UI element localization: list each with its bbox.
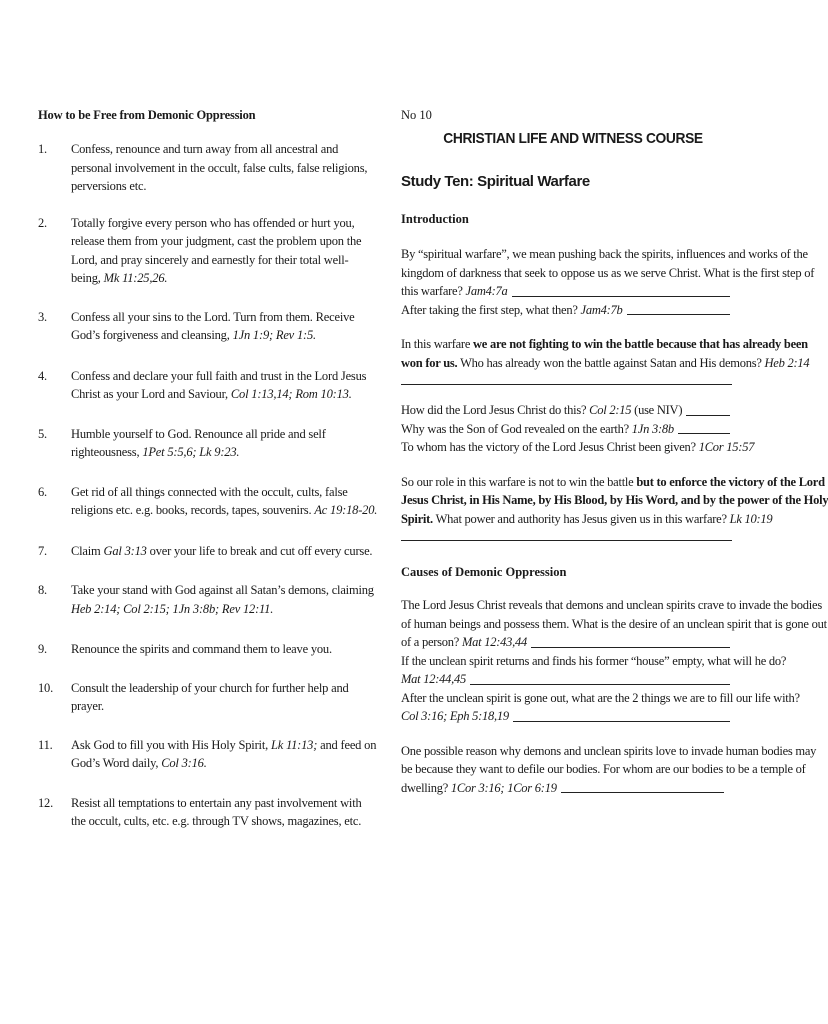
scripture-ref: 1Jn 3:8b <box>631 421 674 436</box>
scripture-ref: 1Pet 5:5,6; Lk 9:23. <box>142 445 240 459</box>
scripture-ref: Mk 11:25,26. <box>103 271 168 285</box>
scripture-ref: Mat 12:43,44 <box>461 635 528 649</box>
list-item: 9. Renounce the spirits and command them to leave you. <box>38 642 332 656</box>
scripture-ref: Lk 10:19 <box>729 511 773 526</box>
battle-paragraph: In this warfare we are not fighting to win the battle because that has already been won for us. Who has already won the battle against Satan and His demons? Heb 2:14 <box>401 335 734 385</box>
answer-blank[interactable] <box>470 670 730 685</box>
intro-paragraph: By “spiritual warfare”, we mean pushing back the spirits, influences and works of the kingdom of darkness that seek to oppose us as we serve Christ. What is the first step of this warfare? Jam4:7a After taking the first step, what then? Jam4:7b <box>401 245 734 319</box>
list-item: 6. Get rid of all things connected with the occult, cults, false religions etc. e.g. books, records, tapes, souvenirs. Ac 19:18-20. <box>38 484 378 517</box>
list-item: 8. Take your stand with God against all Satan’s demons, claiming Heb 2:14; Col 2:15; 1Jn 3:8b; Rev 12:11. <box>38 583 374 616</box>
scripture-ref: Col 3:16; Eph 5:18,19 <box>401 709 509 723</box>
temple-paragraph: One possible reason why demons and unclean spirits love to invade human bodies may be because they want to defile our bodies. For whom are our bodies to be a temple of dwelling? 1Cor 3:16; 1Cor 6:19 <box>401 742 734 798</box>
scripture-ref: 1Cor 15:57 <box>698 440 755 454</box>
list-item: 10. Consult the leadership of your church for further help and prayer. <box>38 680 349 713</box>
introduction-heading: Introduction <box>401 212 469 226</box>
scripture-ref: Col 3:16. <box>161 756 207 770</box>
scripture-ref: Lk 11:13; <box>270 737 318 752</box>
scripture-ref: Col 2:15 <box>589 403 632 417</box>
list-item: 3. Confess all your sins to the Lord. Turn from them. Receive God’s forgiveness and cleansing, 1Jn 1:9; Rev 1:5. <box>38 309 355 342</box>
scripture-ref: Col 1:13,14; Rom 10:13. <box>230 387 352 401</box>
scripture-ref: Jam4:7b <box>580 302 623 317</box>
list-item: 1. Confess, renounce and turn away from all ancestral and personal involvement in the occult, false cults, false religions, perversions etc. <box>38 142 368 193</box>
scripture-ref: 1Cor 3:16; 1Cor 6:19 <box>450 780 557 795</box>
scripture-ref: Gal 3:13 <box>103 543 147 558</box>
answer-blank[interactable] <box>401 372 732 385</box>
study-number: No 10 <box>401 108 432 122</box>
list-item: 2. Totally forgive every person who has offended or hurt you, release them from your judgment, cast the problem upon the Lord, and pray sincerely and earnestly for their total well-being, Mk 11:25,26. <box>38 215 362 285</box>
answer-blank[interactable] <box>686 401 730 416</box>
scripture-ref: Jam4:7a <box>465 284 508 298</box>
answer-blank[interactable] <box>561 779 724 794</box>
scripture-ref: Heb 2:14; Col 2:15; 1Jn 3:8b; Rev 12:11. <box>71 601 274 616</box>
deliverance-heading: How to be Free from Demonic Oppression <box>38 108 256 122</box>
list-item: 7. Claim Gal 3:13 over your life to break and cut off every curse. <box>38 543 373 558</box>
scripture-ref: 1Jn 1:9; Rev 1:5. <box>232 328 316 342</box>
left-column <box>38 108 378 831</box>
answer-blank[interactable] <box>678 420 730 435</box>
list-item: 4. Confess and declare your full faith and trust in the Lord Jesus Christ as your Lord and Saviour, Col 1:13,14; Rom 10:13. <box>38 368 367 401</box>
causes-paragraph: The Lord Jesus Christ reveals that demons and unclean spirits crave to invade the bodies of human beings and possess them. What is the desire of an unclean spirit that is gone out of a person? Mat 12:43,44 If the unclean spirit returns and finds his former “house” empty, what will he do? Mat 12:44,45 After the unclean spirit is gone out, what are the 2 things we are to fill our life with? Col 3:16; Eph 5:18,19 <box>401 596 734 726</box>
answer-blank[interactable] <box>401 528 732 541</box>
answer-blank[interactable] <box>513 707 730 722</box>
answer-blank[interactable] <box>531 633 730 648</box>
scripture-ref: Mat 12:44,45 <box>401 672 467 686</box>
answer-blank[interactable] <box>512 282 730 297</box>
answer-blank[interactable] <box>627 301 730 316</box>
questions-block: How did the Lord Jesus Christ do this? Col 2:15 (use NIV) Why was the Son of God revealed on the earth? 1Jn 3:8b To whom has the victory of the Lord Jesus Christ been given? 1Cor 15:57 <box>401 401 734 457</box>
scripture-ref: Ac 19:18-20. <box>314 503 378 517</box>
right-column <box>401 108 828 797</box>
role-paragraph: So our role in this warfare is not to win the battle but to enforce the victory of the Lord Jesus Christ, in His Name, by His Blood, by His Word, and by the power of the Holy Spirit. What power and authority has Jesus given us in this warfare? Lk 10:19 <box>401 473 734 542</box>
scripture-ref: Heb 2:14 <box>764 355 810 370</box>
list-item: 11. Ask God to fill you with His Holy Spirit, Lk 11:13; and feed on God’s Word daily, Col 3:16. <box>38 737 377 770</box>
study-title: Study Ten: Spiritual Warfare <box>401 173 590 190</box>
list-item: 12. Resist all temptations to entertain any past involvement with the occult, cults, etc. e.g. through TV shows, magazines, etc. <box>38 795 362 828</box>
causes-heading: Causes of Demonic Oppression <box>401 565 567 579</box>
course-title: CHRISTIAN LIFE AND WITNESS COURSE <box>443 130 703 147</box>
list-item: 5. Humble yourself to God. Renounce all pride and self righteousness, 1Pet 5:5,6; Lk 9:23. <box>38 426 326 459</box>
